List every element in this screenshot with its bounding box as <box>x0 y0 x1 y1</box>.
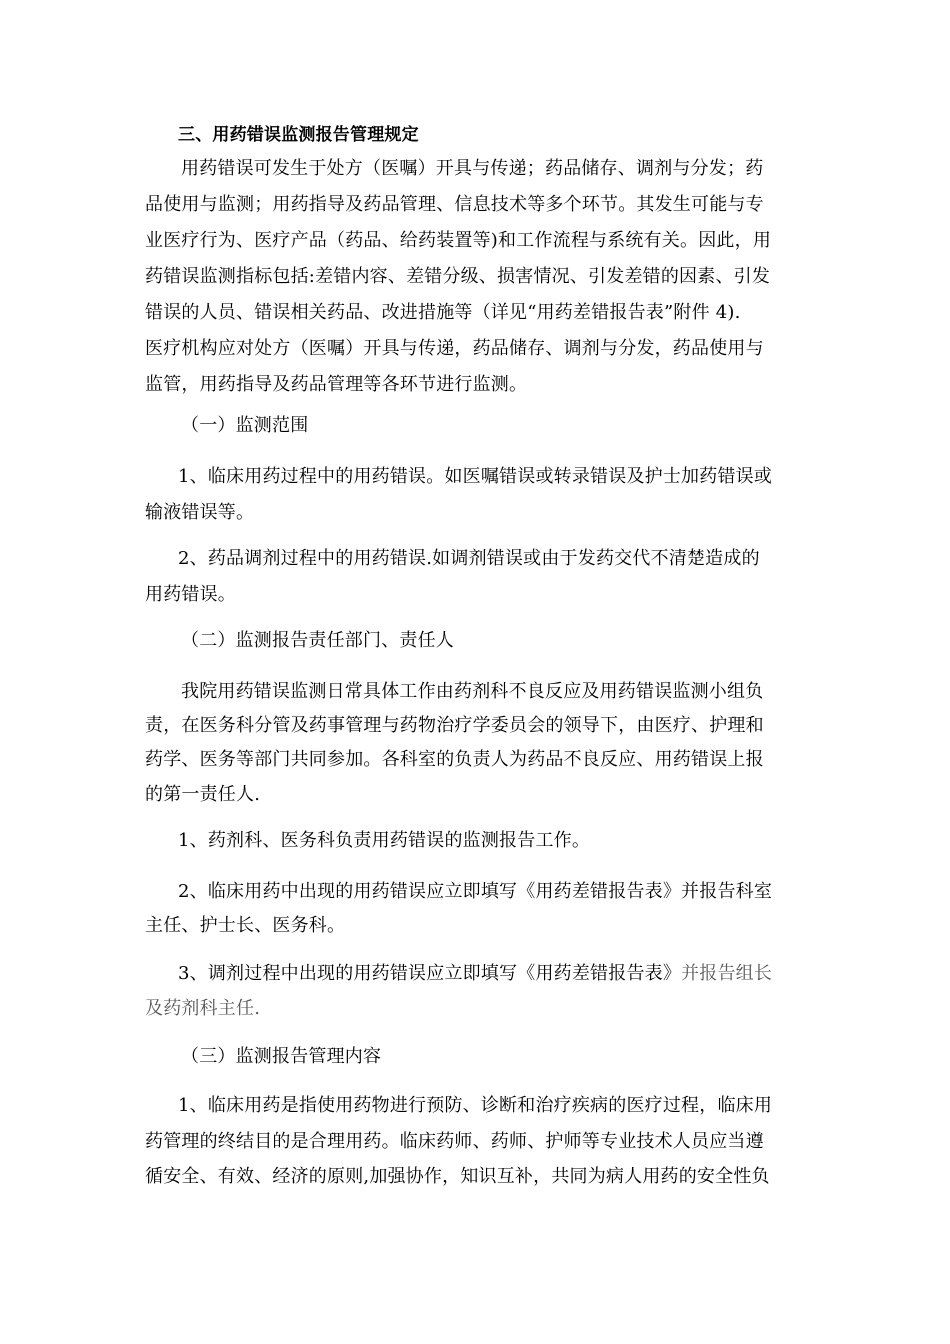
intro-line-7: 监管，用药指导及药品管理等各环节进行监测。 <box>145 374 528 395</box>
section2-para-line4: 的第一责任人. <box>145 784 261 805</box>
section2-item1: 1、药剂科、医务科负责用药错误的监测报告工作。 <box>178 830 591 851</box>
section2-para-line2: 责，在医务科分管及药事管理与药物治疗学委员会的领导下，由医疗、护理和 <box>145 715 764 736</box>
intro-line-4: 药错误监测指标包括:差错内容、差错分级、损害情况、引发差错的因素、引发 <box>145 266 771 287</box>
section-heading: 三、用药错误监测报告管理规定 <box>178 125 419 145</box>
intro-line-2: 品使用与监测；用药指导及药品管理、信息技术等多个环节。其发生可能与专 <box>145 194 764 215</box>
section2-title: （二）监测报告责任部门、责任人 <box>181 630 454 651</box>
intro-line-6: 医疗机构应对处方（医嘱）开具与传递，药品储存、调剂与分发，药品使用与 <box>145 338 764 359</box>
section2-item3-tail: 并报告组长 <box>681 963 773 984</box>
section3-title: （三）监测报告管理内容 <box>181 1046 382 1067</box>
section1-item2-line2: 用药错误。 <box>145 584 236 605</box>
section2-item3-line1 <box>178 963 772 985</box>
section2-item3-line2: 及药剂科主任. <box>145 998 261 1019</box>
section2-para-line3: 药学、医务等部门共同参加。各科室的负责人为药品不良反应、用药错误上报 <box>145 749 764 770</box>
section2-item2-line2: 主任、护士长、医务科。 <box>145 915 346 936</box>
section2-item2-line1: 2、临床用药中出现的用药错误应立即填写《用药差错报告表》并报告科室 <box>178 881 773 902</box>
section1-title: （一）监测范围 <box>181 415 309 436</box>
section1-item2-line1: 2、药品调剂过程中的用药错误.如调剂错误或由于发药交代不清楚造成的 <box>178 548 760 569</box>
section3-para-line1: 1、临床用药是指使用药物进行预防、诊断和治疗疾病的医疗过程，临床用 <box>178 1095 773 1116</box>
intro-line-5: 错误的人员、错误相关药品、改进措施等（详见“用药差错报告表”附件 4). <box>145 302 741 323</box>
intro-line-3: 业医疗行为、医疗产品（药品、给药装置等)和工作流程与系统有关。因此，用 <box>145 230 772 251</box>
section2-item3-text: 3、调剂过程中出现的用药错误应立即填写《用药差错报告表》 <box>178 963 682 984</box>
section3-para-line3: 循安全、有效、经济的原则,加强协作，知识互补，共同为病人用药的安全性负 <box>145 1166 770 1187</box>
section3-para-line2: 药管理的终结目的是合理用药。临床药师、药师、护师等专业技术人员应当遵 <box>145 1131 764 1152</box>
section1-item1-line1: 1、临床用药过程中的用药错误。如医嘱错误或转录错误及护士加药错误或 <box>178 466 773 487</box>
section1-item1-line2: 输液错误等。 <box>145 502 255 523</box>
section2-para-line1: 我院用药错误监测日常具体工作由药剂科不良反应及用药错误监测小组负 <box>181 681 764 702</box>
intro-line-1: 用药错误可发生于处方（医嘱）开具与传递；药品储存、调剂与分发；药 <box>181 158 764 179</box>
